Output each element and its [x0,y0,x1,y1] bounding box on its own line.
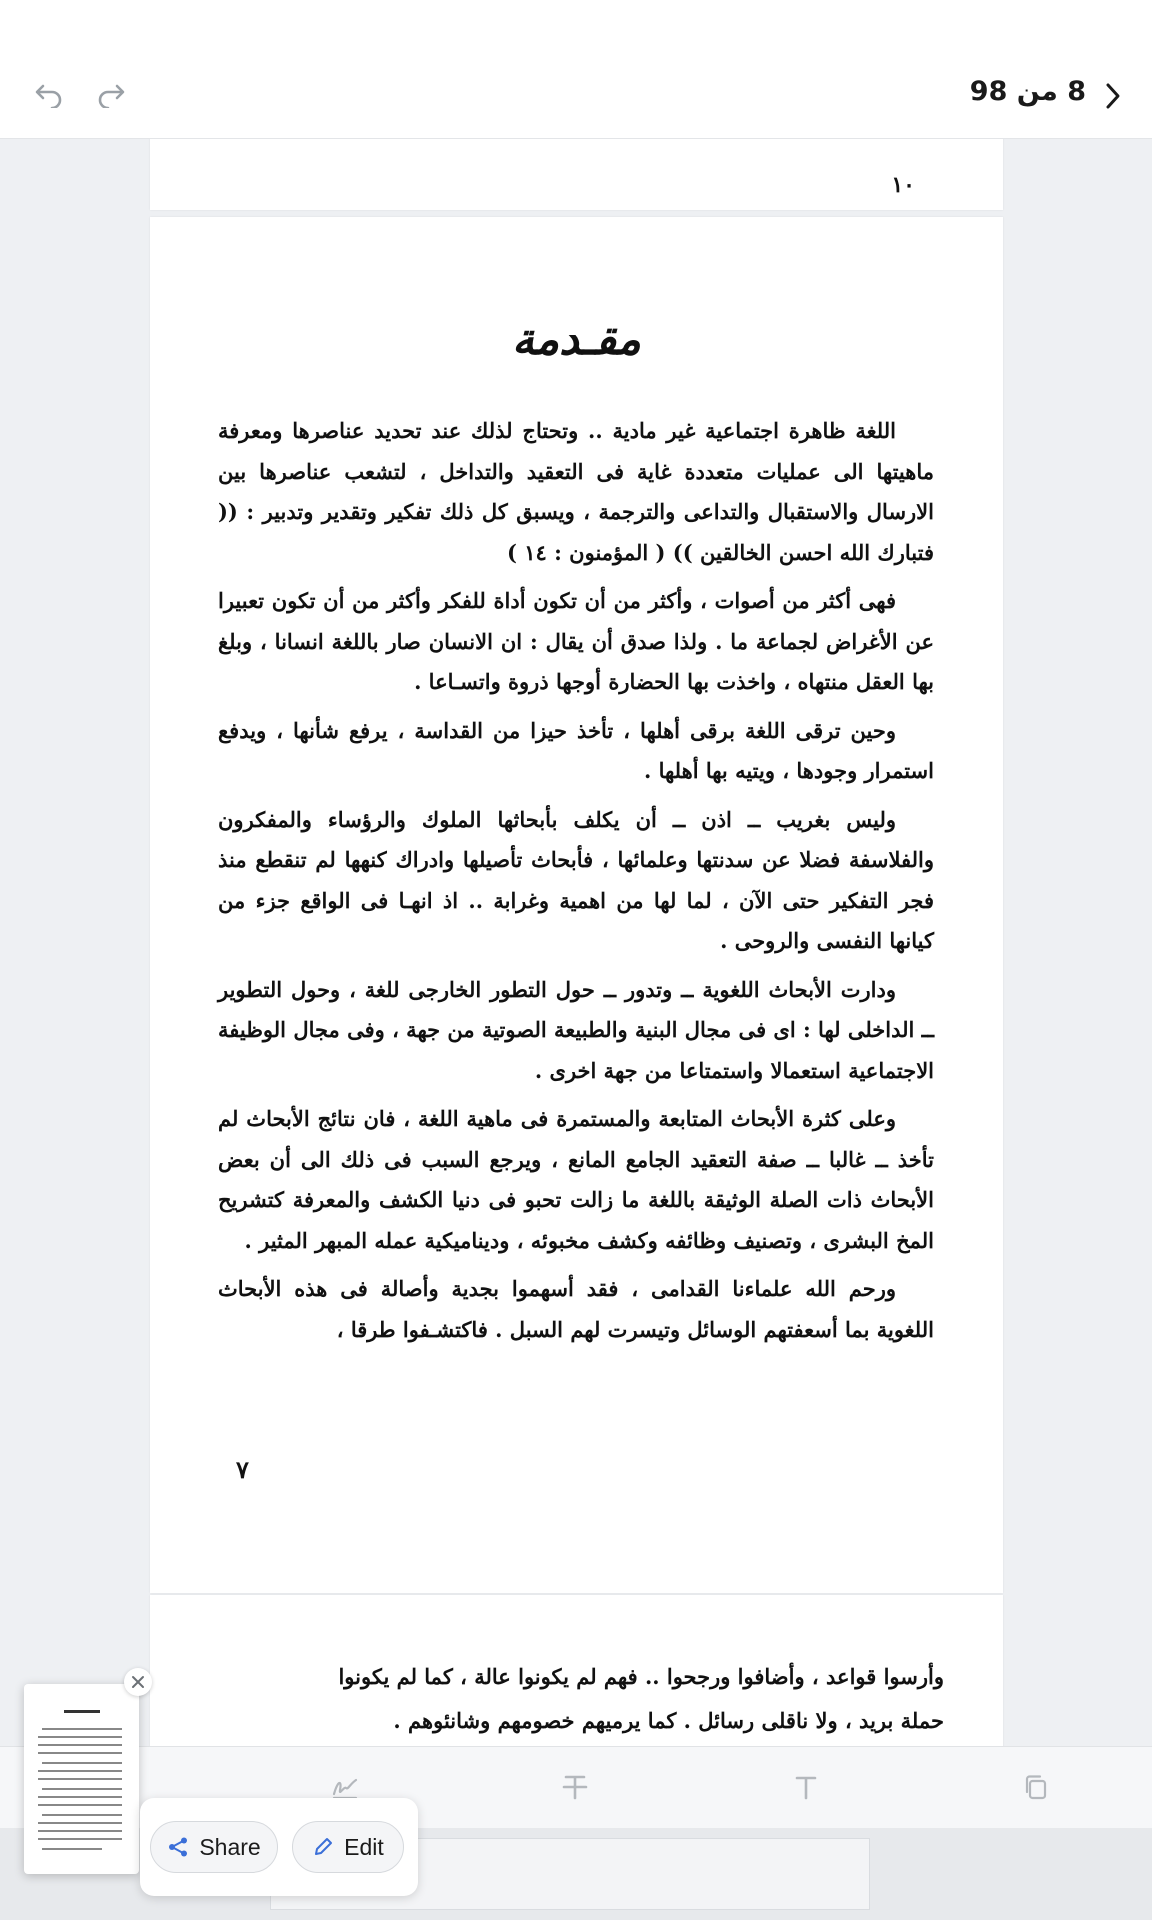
redo-arrow-icon[interactable] [94,78,128,112]
paragraph: فهى أكثر من أصوات ، وأكثر من أن تكون أداة للفكر وأكثر من أن تكون تعبيرا عن الأغراض لجماعة ما . ولذا صدق أن يقال : ان الانسان صار باللغة انسانا ، وبلغ بها العقل منتهاه ، واخذت بها الحضارة أوجها ذروة واتسـاعا . [218,588,934,694]
page-title: مقـدمة [512,314,641,365]
page-body [218,411,934,1358]
thumbnail-line [42,1814,122,1816]
paragraph: وحين ترقى اللغة برقى أهلها ، تأخذ حيزا من القداسة ، يرفع شأنها ، ويدفع استمرار وجودها ، ويتيه بها أهلها . [218,717,934,783]
close-icon[interactable] [124,1668,152,1696]
thumbnail-line [42,1848,102,1850]
edit-label: Edit [344,1833,384,1860]
page-indicator[interactable]: 8 من 98 [969,76,1086,107]
thumbnail-line [38,1752,122,1754]
paragraph: وليس بغريب ــ اذن ــ أن يكلف بأبحاثها الملوك والرؤساء والمفكرون والفلاسفة فضلا عن سدنتها وعلمائها ، فأبحاث تأصيلها وادراك كنهها لم تنقطع منذ فجر التفكير حتى الآن ، لما لها من اهمية وغرابة .. اذ انهـا فى الواقع جزء من كيانها النفسى والروحى . [218,806,934,953]
previous-page [150,139,1003,210]
share-label: Share [199,1833,261,1860]
paragraph: ودارت الأبحاث اللغوية ــ وتدور ــ حول التطور الخارجى للغة ، وحول التطوير ــ الداخلى لها : اى فى مجال البنية والطبيعة الصوتية من جهة ، وفى مجال الوظيفة الاجتماعية استعمالا واستمتاعا من جهة اخرى . [218,976,934,1083]
thumbnail-line [38,1822,122,1824]
page-number: ٧ [236,1455,249,1484]
thumbnail-line [42,1728,122,1730]
thumbnail-title-line [64,1710,100,1713]
previous-page-number: ١٠ [891,172,915,198]
pencil-icon [312,1836,334,1858]
share-button[interactable] [150,1821,278,1873]
thumbnail-line [38,1744,122,1746]
edit-button[interactable] [292,1821,404,1873]
thumbnail-line [38,1838,122,1840]
top-bar [0,0,1152,139]
page-thumbnail[interactable] [24,1684,139,1874]
text-icon[interactable] [786,1767,826,1807]
thumbnail-line [42,1762,122,1764]
thumbnail-line [38,1736,122,1738]
text-line: وأرسوا قواعد ، وأضافوا ورجحوا .. فهم لم يكونوا عالة ، كما لم يكونوا [338,1664,944,1689]
thumbnail-line [38,1796,122,1798]
current-page [150,217,1003,1593]
paragraph: ورحم الله علماءنا القدامى ، فقد أسهموا بجدية وأصالة فى هذه الأبحاث اللغوية بما أسعفتهم الوسائل وتيسرت لهم السبل . فاكتشـفوا طرقا ، [218,1276,934,1342]
paragraph: اللغة ظاهرة اجتماعية غير مادية .. وتحتاج لذلك عند تحديد عناصرها ومعرفة ماهيتها الى عمليات متعددة غاية فى التعقيد والتداخل ، لتشعب عناصرها بين الارسال والاستقبال والتداعى والترجمة ، ويسبق كل ذلك تفكير وتقدير وتدبير : (( فتبارك الله احسن الخالقين )) ( المؤمنون : ١٤ ) [218,418,934,565]
document-viewport[interactable] [0,139,1152,1746]
thumbnail-line [38,1804,122,1806]
thumbnail-line [38,1778,122,1780]
text-line: حملة بريد ، ولا ناقلى رسائل . كما يرميهم خصومهم وشانئوهم . [393,1708,944,1733]
next-page-body [204,1655,944,1743]
share-icon [167,1836,189,1858]
undo-arrow-icon[interactable] [32,78,66,112]
copy-icon[interactable] [1016,1767,1056,1807]
action-bar [140,1798,418,1896]
next-page [150,1595,1003,1746]
thumbnail-line [42,1788,122,1790]
paragraph: وعلى كثرة الأبحاث المتابعة والمستمرة فى ماهية اللغة ، فان نتائج الأبحاث لم تأخذ ــ غالبا ــ صفة التعقيد الجامع المانع ، ويرجع السبب فى ذلك الى أن بعض الأبحاث ذات الصلة الوثيقة باللغة ما زالت تحبو فى دنيا الكشف والمعرفة كتشريح المخ البشرى ، وتصنيف وظائفه وكشف مخبوئه ، وديناميكية عمله المبهر المثير . [218,1106,934,1253]
chevron-right-icon[interactable] [1096,78,1130,114]
thumbnail-line [38,1770,122,1772]
thumbnail-line [38,1830,122,1832]
strikethrough-icon[interactable] [555,1767,595,1807]
